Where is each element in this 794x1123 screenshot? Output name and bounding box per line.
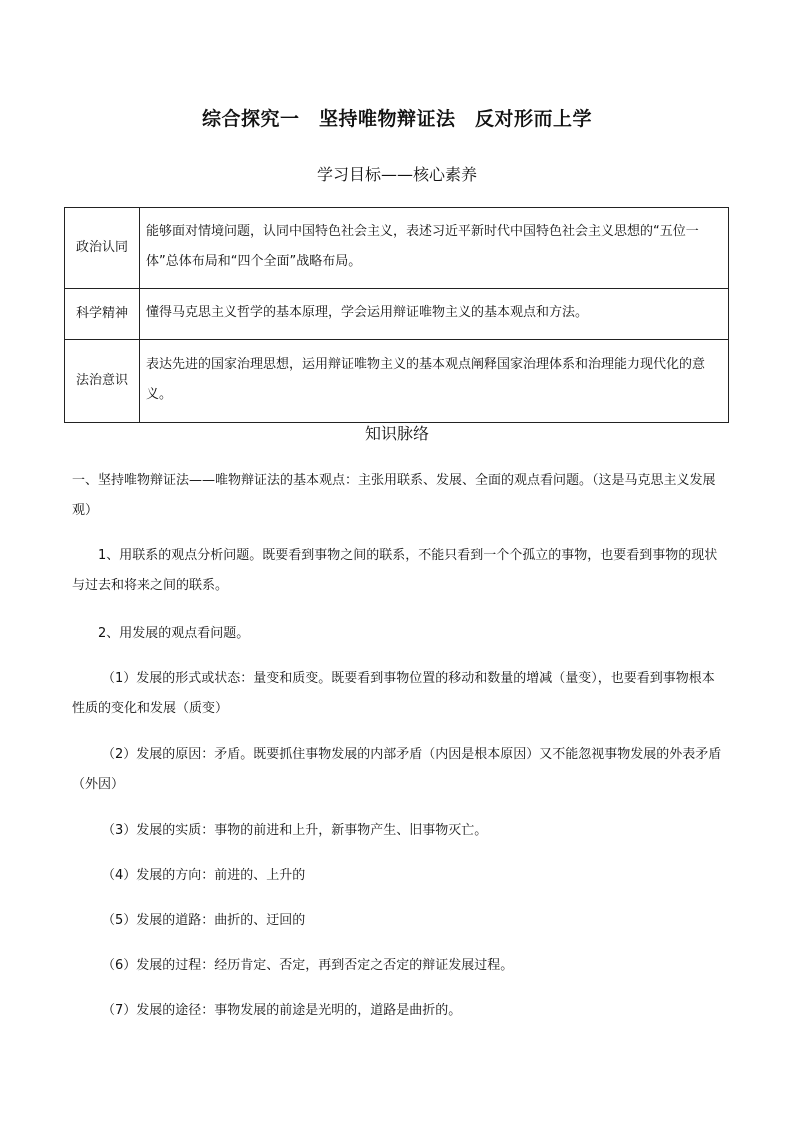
core-competency-table [64,207,729,423]
paragraph-sub-2: （2）发展的原因：矛盾。既要抓住事物发展的内部矛盾（内因是根本原因）又不能忽视事物发展的外表矛盾（外因） [72,747,722,792]
table-row [65,208,729,289]
paragraph-sub-3: （3）发展的实质：事物的前进和上升，新事物产生、旧事物灭亡。 [102,823,488,838]
competency-description: 能够面对情境问题，认同中国特色社会主义，表述习近平新时代中国特色社会主义思想的“五位一体”总体布局和“四个全面”战略布局。 [140,208,729,289]
learning-goals-heading: 学习目标——核心素养 [316,165,477,184]
competency-label: 政治认同 [65,208,140,289]
table-row [65,289,729,340]
paragraph-point-2: 2、用发展的观点看问题。 [98,626,250,641]
paragraph-point-1: 1、用联系的观点分析问题。既要看到事物之间的联系，不能只看到一个个孤立的事物，也要看到事物的现状与过去和将来之间的联系。 [72,548,718,593]
paragraph-sub-4: （4）发展的方向：前进的、上升的 [102,868,306,883]
paragraph-sub-7: （7）发展的途径：事物发展的前途是光明的，道路是曲折的。 [102,1003,462,1018]
paragraph-sub-6: （6）发展的过程：经历肯定、否定，再到否定之否定的辩证发展过程。 [102,958,514,973]
competency-description: 表达先进的国家治理思想，运用辩证唯物主义的基本观点阐释国家治理体系和治理能力现代化的意义。 [140,340,729,423]
paragraph-sub-1: （1）发展的形式或状态：量变和质变。既要看到事物位置的移动和数量的增减（量变），也要看到事物根本性质的变化和发展（质变） [72,671,715,716]
competency-description: 懂得马克思主义哲学的基本原理，学会运用辩证唯物主义的基本观点和方法。 [140,289,729,340]
competency-label: 科学精神 [65,289,140,340]
table-row [65,340,729,423]
paragraph-heading-one: 一、坚持唯物辩证法——唯物辩证法的基本观点：主张用联系、发展、全面的观点看问题。（这是马克思主义发展观） [72,473,716,518]
competency-label: 法治意识 [65,340,140,423]
page-title: 综合探究一 坚持唯物辩证法 反对形而上学 [201,108,592,130]
knowledge-outline-heading: 知识脉络 [364,424,429,443]
paragraph-sub-5: （5）发展的道路：曲折的、迂回的 [102,913,306,928]
